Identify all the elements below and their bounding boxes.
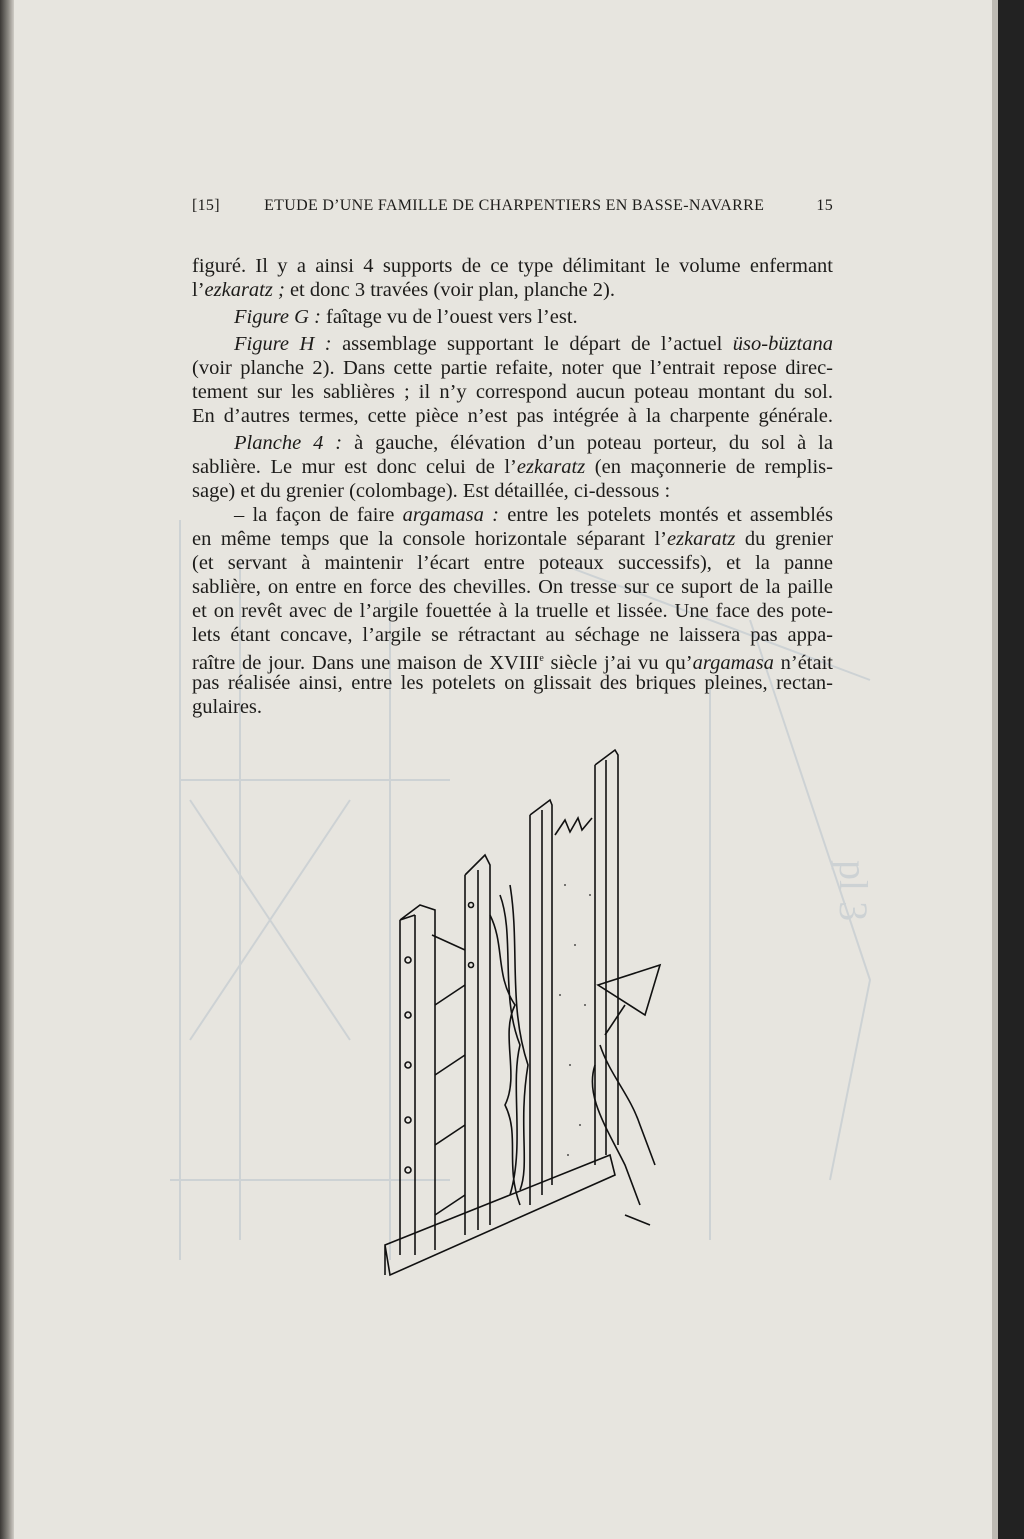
text-segment: siècle j’ai vu qu’	[543, 652, 693, 674]
body-text	[192, 254, 833, 719]
svg-text:pl 3: pl 3	[831, 860, 876, 922]
text-line	[192, 380, 833, 404]
text-line	[192, 647, 833, 674]
text-segment: à gauche, élévation d’un poteau porteur, du sol à la	[342, 432, 833, 454]
italic-term: argamasa :	[402, 504, 499, 526]
text-segment: (en maçonnerie de remplis-	[585, 456, 833, 478]
text-line	[192, 356, 833, 380]
text-segment: sage) et du grenier (colombage). Est détaillée, ci-dessous :	[192, 480, 671, 502]
text-segment: tement sur les sablières ; il n’y correspond aucun poteau montant du sol.	[192, 381, 833, 403]
book-gutter	[0, 0, 14, 1539]
text-segment: sablière, on entre en force des chevilles. On tresse sur ce suport de la paille	[192, 576, 833, 598]
text-line	[192, 503, 833, 527]
italic-term: üso-büztana	[732, 333, 833, 355]
italic-term: Figure G :	[234, 306, 321, 328]
text-segment: sablière. Le mur est donc celui de l’	[192, 456, 517, 478]
text-segment: figuré. Il y a ainsi 4 supports de ce type délimitant le volume enfermant	[192, 255, 833, 277]
text-segment: En d’autres termes, cette pièce n’est pas intégrée à la charpente générale.	[192, 405, 833, 427]
italic-term: Figure H :	[234, 333, 332, 355]
section-number: [15]	[192, 197, 220, 214]
text-segment: raître de jour. Dans une maison de XVIII	[192, 652, 540, 674]
text-segment: – la façon de faire	[234, 504, 403, 526]
text-segment: n’était	[773, 652, 833, 674]
text-segment: (voir planche 2). Dans cette partie refaite, noter que l’entrait repose direc-	[192, 357, 833, 379]
text-line	[192, 575, 833, 599]
text-segment: (et servant à maintenir l’écart entre poteaux successifs), et la panne	[192, 552, 833, 574]
text-segment: l’	[192, 279, 205, 301]
argamasa-wall-illustration	[370, 745, 670, 1315]
text-segment: assemblage supportant le départ de l’actuel	[331, 333, 733, 355]
text-segment: faîtage vu de l’ouest vers l’est.	[320, 306, 578, 328]
running-header	[192, 197, 833, 215]
text-line	[192, 431, 833, 455]
text-segment: lets étant concave, l’argile se rétractant au séchage ne laissera pas appa-	[192, 624, 833, 646]
page-number: 15	[816, 197, 833, 214]
text-segment: en même temps que la console horizontale séparant l’	[192, 528, 667, 550]
text-segment: entre les potelets montés et assemblés	[498, 504, 833, 526]
header-title: ETUDE D’UNE FAMILLE DE CHARPENTIERS EN BASSE-NAVARRE	[264, 197, 765, 214]
text-line	[192, 695, 833, 719]
text-line	[192, 404, 833, 428]
text-line	[192, 551, 833, 575]
text-segment: pas réalisée ainsi, entre les potelets on glissait des briques pleines, rectan-	[192, 672, 833, 694]
scan-border	[992, 0, 1024, 1539]
text-segment: et on revêt avec de l’argile fouettée à la truelle et lissée. Une face des pote-	[192, 600, 833, 622]
text-line	[192, 527, 833, 551]
text-line	[192, 332, 833, 356]
italic-term: Planche 4 :	[234, 432, 343, 454]
text-line	[192, 455, 833, 479]
italic-term: ezkaratz	[667, 528, 736, 550]
text-line	[192, 671, 833, 695]
text-segment: gulaires.	[192, 696, 263, 718]
text-line	[192, 254, 833, 278]
text-line	[192, 599, 833, 623]
text-line	[192, 623, 833, 647]
text-segment: e	[539, 653, 544, 664]
text-segment: et donc 3 travées (voir plan, planche 2).	[284, 279, 615, 301]
text-line	[192, 305, 833, 329]
italic-term: ezkaratz ;	[204, 279, 285, 301]
italic-term: ezkaratz	[516, 456, 586, 478]
italic-term: argamasa	[692, 652, 774, 674]
text-segment: du grenier	[735, 528, 834, 550]
text-line	[192, 278, 833, 302]
text-line	[192, 479, 833, 503]
